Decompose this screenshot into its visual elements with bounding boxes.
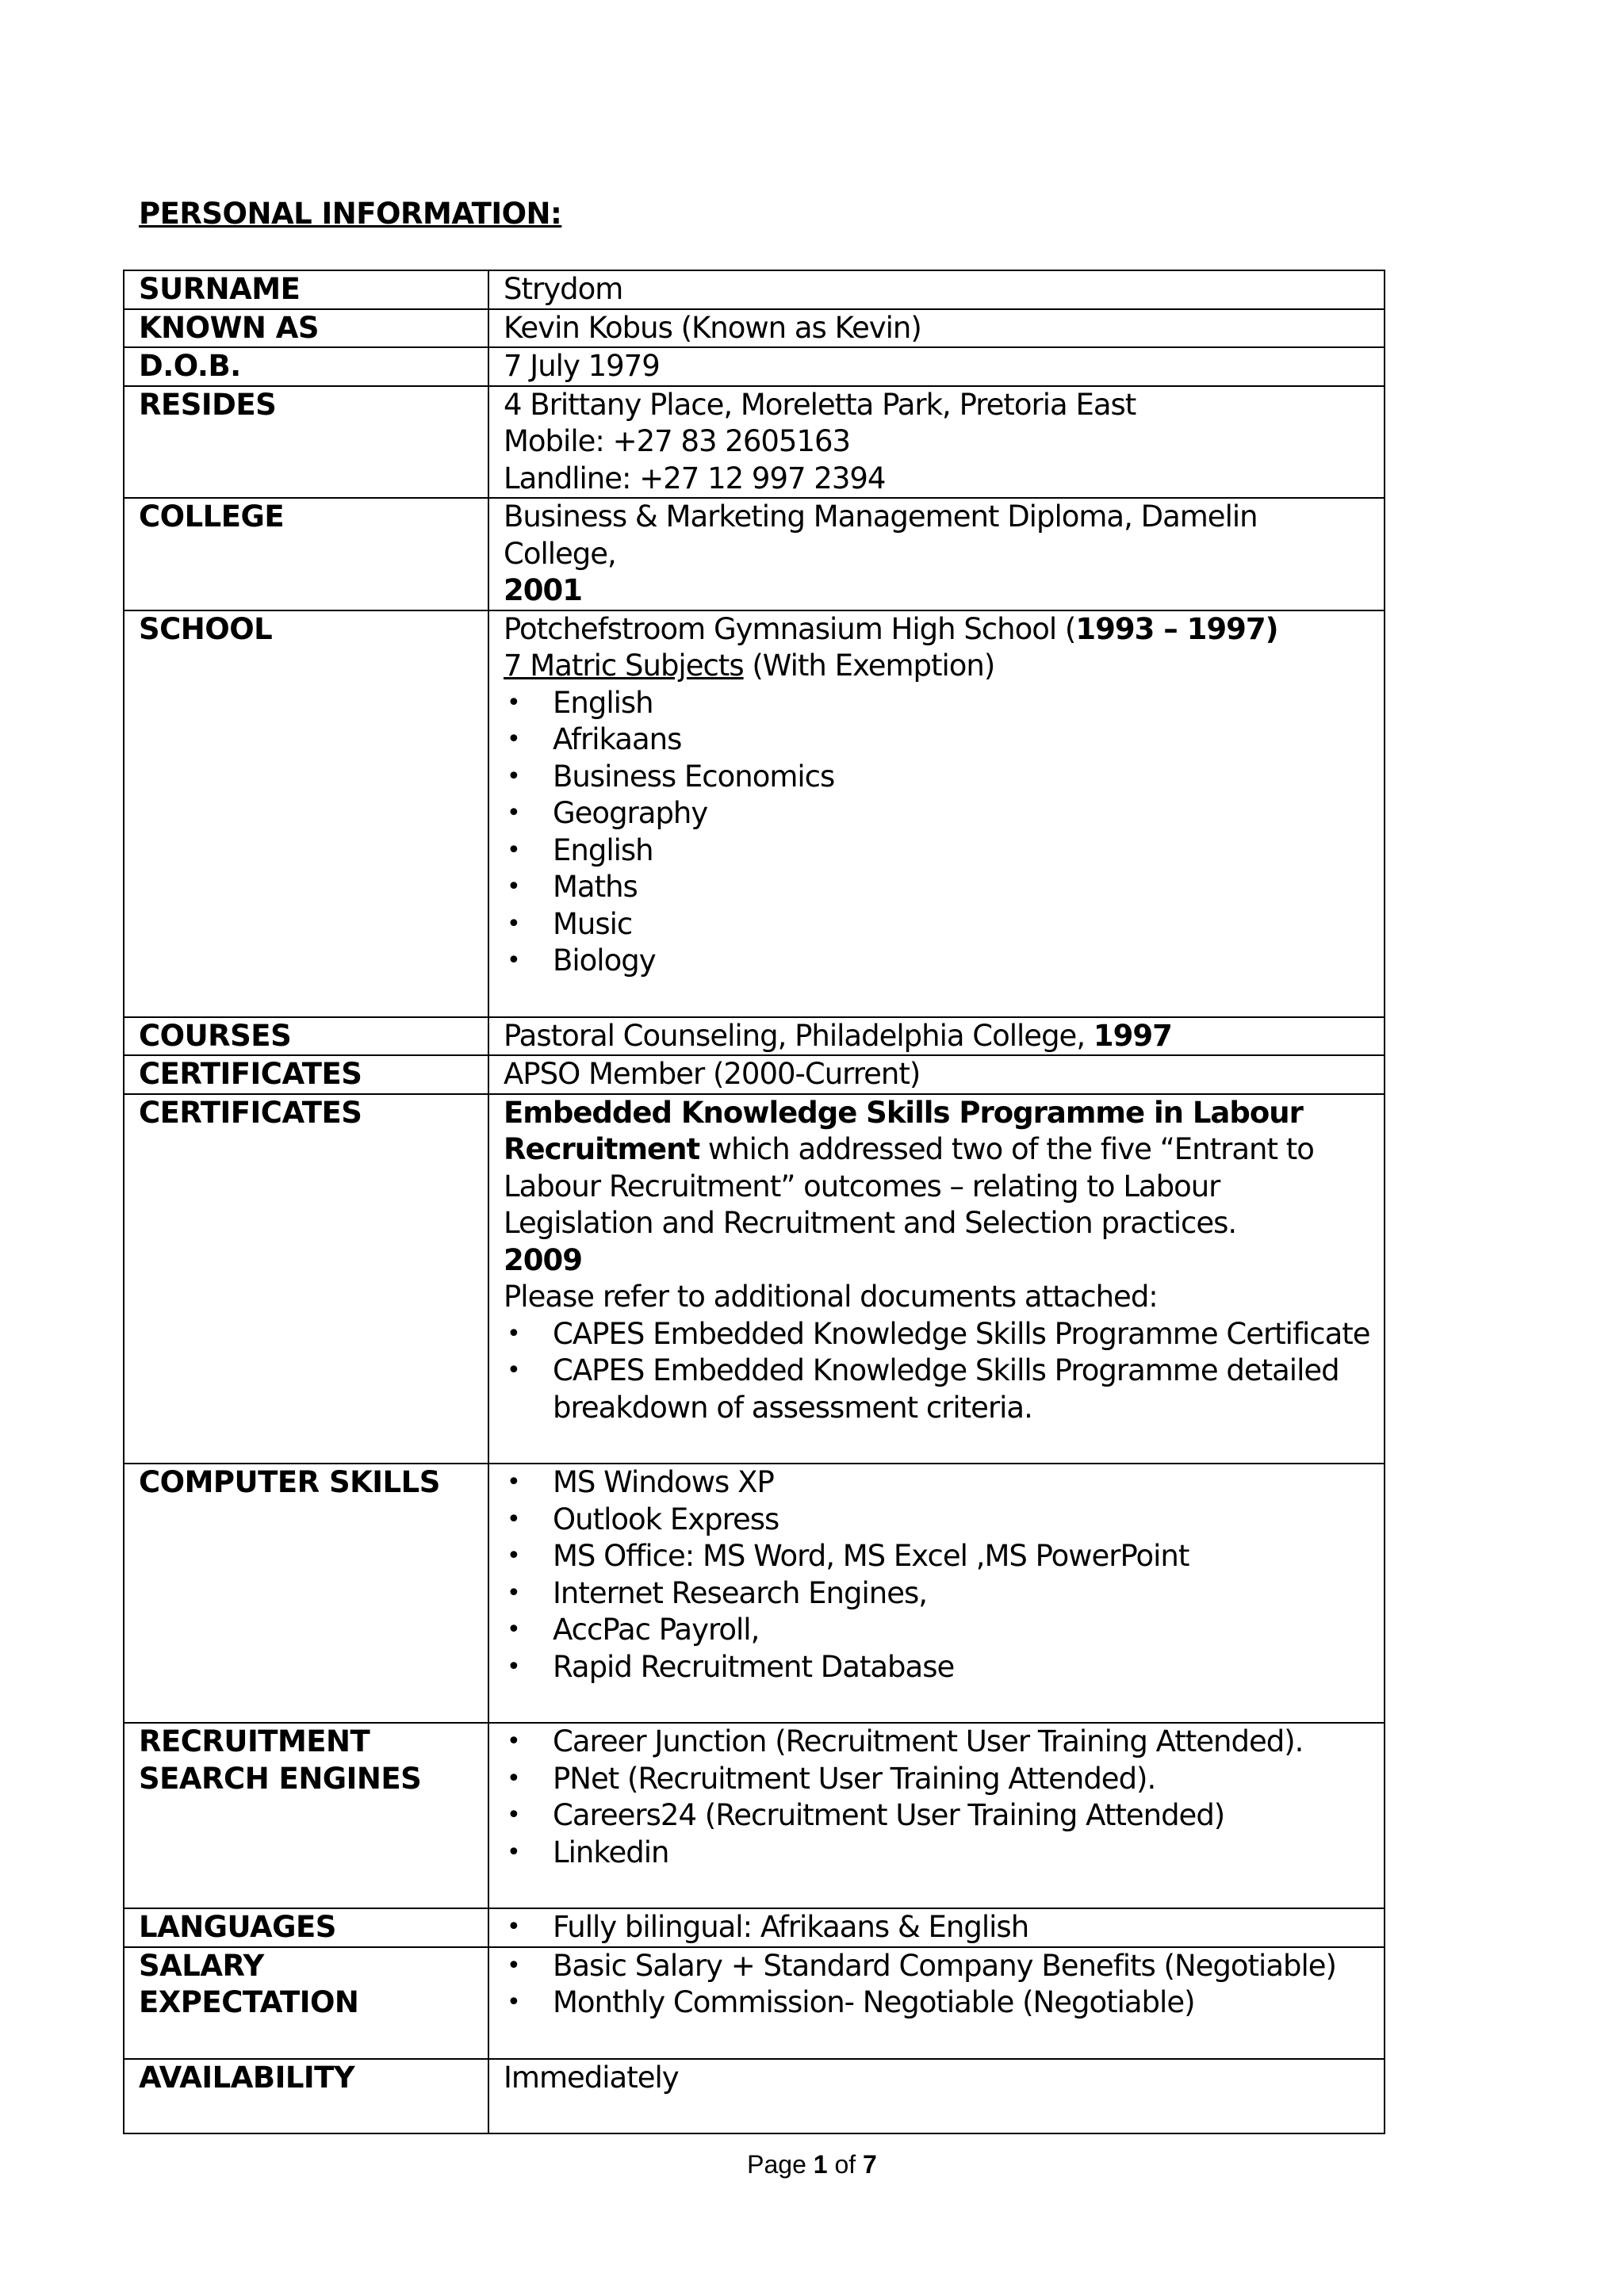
label-availability: AVAILABILITY (124, 2059, 488, 2134)
value-surname: Strydom (488, 270, 1385, 309)
label-school: SCHOOL (124, 610, 488, 1017)
list-item: • Afrikaans (504, 721, 1374, 759)
row-school (124, 610, 1385, 1017)
row-salary (124, 1947, 1385, 2059)
list-item: • AccPac Payroll, (504, 1612, 1374, 1649)
value-salary (488, 1947, 1385, 2059)
school-name-line (504, 611, 1374, 649)
value-college (488, 498, 1385, 610)
label-known-as: KNOWN AS (124, 309, 488, 348)
page-current: 1 (813, 2150, 828, 2179)
page-total: 7 (863, 2150, 877, 2179)
landline-number: Landline: +27 12 997 2394 (504, 461, 886, 496)
list-item: • MS Office: MS Word, MS Excel ,MS PowerPoint (504, 1538, 1374, 1575)
college-qualification: Business & Marketing Management Diploma, Damelin College, (504, 499, 1258, 571)
label-dob: D.O.B. (124, 347, 488, 386)
certificate-text: which addressed two of the five “Entrant to Labour Recruitment” outcomes – relating to Labour Legislation and Recruitment and Selection practices. (504, 1132, 1314, 1240)
salary-list (504, 1948, 1374, 2022)
mobile-number: Mobile: +27 83 2605163 (504, 424, 851, 458)
list-item: • Fully bilingual: Afrikaans & English (504, 1909, 1374, 1946)
value-school (488, 610, 1385, 1017)
list-item: • Outlook Express (504, 1502, 1374, 1539)
row-certificates-1 (124, 1055, 1385, 1094)
computer-skills-list (504, 1464, 1374, 1686)
list-item: • Monthly Commission- Negotiable (Negotiable) (504, 1984, 1374, 2022)
row-dob (124, 347, 1385, 386)
course-year: 1997 (1093, 1018, 1172, 1053)
label-line: RECRUITMENT (139, 1724, 370, 1758)
list-item: • Career Junction (Recruitment User Training Attended). (504, 1724, 1374, 1761)
list-item: • English (504, 832, 1374, 870)
value-certificates-2 (488, 1094, 1385, 1464)
label-line: SALARY (139, 1948, 264, 1983)
row-courses (124, 1017, 1385, 1056)
value-certificates-1: APSO Member (2000-Current) (488, 1055, 1385, 1094)
label-surname: SURNAME (124, 270, 488, 309)
list-item: • Biology (504, 943, 1374, 980)
school-years: 1993 – 1997) (1075, 611, 1278, 646)
address: 4 Brittany Place, Moreletta Park, Pretoria East (504, 387, 1136, 422)
list-item: • MS Windows XP (504, 1464, 1374, 1502)
list-item: • English (504, 685, 1374, 722)
value-availability: Immediately (488, 2059, 1385, 2134)
list-item: • Rapid Recruitment Database (504, 1649, 1374, 1686)
value-recruitment-engines (488, 1723, 1385, 1908)
personal-info-table (123, 270, 1385, 2134)
value-dob: 7 July 1979 (488, 347, 1385, 386)
page-number (0, 2150, 1624, 2179)
list-item: • Basic Salary + Standard Company Benefits (Negotiable) (504, 1948, 1374, 1985)
subjects-heading (504, 648, 1374, 685)
label-courses: COURSES (124, 1017, 488, 1056)
value-courses (488, 1017, 1385, 1056)
label-recruitment-engines (124, 1723, 488, 1908)
row-known-as (124, 309, 1385, 348)
label-languages: LANGUAGES (124, 1908, 488, 1947)
attachments-list (504, 1316, 1374, 1427)
list-item: • Careers24 (Recruitment User Training Attended) (504, 1797, 1374, 1835)
value-known-as: Kevin Kobus (Known as Kevin) (488, 309, 1385, 348)
value-computer-skills (488, 1464, 1385, 1723)
certificate-description (504, 1095, 1374, 1242)
list-item: • Maths (504, 869, 1374, 906)
label-college: COLLEGE (124, 498, 488, 610)
certificate-year: 2009 (504, 1242, 582, 1277)
list-item: • Linkedin (504, 1835, 1374, 1872)
label-certificates: CERTIFICATES (124, 1094, 488, 1464)
label-line: EXPECTATION (139, 1985, 359, 2019)
section-heading: PERSONAL INFORMATION: (139, 197, 562, 231)
row-recruitment-engines (124, 1723, 1385, 1908)
recruitment-engines-list (504, 1724, 1374, 1871)
page-prefix: Page (747, 2150, 814, 2179)
list-item: • Business Economics (504, 759, 1374, 796)
languages-list (504, 1909, 1374, 1946)
subjects-note: (With Exemption) (743, 649, 995, 683)
list-item: • CAPES Embedded Knowledge Skills Programme Certificate (504, 1316, 1374, 1353)
row-availability (124, 2059, 1385, 2134)
label-certificates: CERTIFICATES (124, 1055, 488, 1094)
label-line: SEARCH ENGINES (139, 1761, 422, 1796)
list-item: • Internet Research Engines, (504, 1575, 1374, 1613)
page-middle: of (827, 2150, 864, 2179)
row-computer-skills (124, 1464, 1385, 1723)
row-resides (124, 386, 1385, 499)
row-college (124, 498, 1385, 610)
row-surname (124, 270, 1385, 309)
value-languages (488, 1908, 1385, 1947)
list-item: • Geography (504, 795, 1374, 832)
school-name: Potchefstroom Gymnasium High School ( (504, 611, 1076, 646)
value-resides (488, 386, 1385, 499)
course-name: Pastoral Counseling, Philadelphia College, (504, 1018, 1094, 1053)
college-year: 2001 (504, 573, 582, 607)
list-item: • CAPES Embedded Knowledge Skills Programme detailed breakdown of assessment criteria. (504, 1353, 1374, 1426)
attachment-note: Please refer to additional documents attached: (504, 1280, 1158, 1314)
row-certificates-2 (124, 1094, 1385, 1464)
subjects-label: 7 Matric Subjects (504, 649, 744, 683)
label-resides: RESIDES (124, 386, 488, 499)
certificate-title: Embedded Knowledge Skills Programme in Labour Recruitment (504, 1095, 1303, 1166)
label-computer-skills: COMPUTER SKILLS (124, 1464, 488, 1723)
subjects-list (504, 685, 1374, 980)
list-item: • Music (504, 906, 1374, 943)
label-salary (124, 1947, 488, 2059)
list-item: • PNet (Recruitment User Training Attended). (504, 1761, 1374, 1798)
row-languages (124, 1908, 1385, 1947)
